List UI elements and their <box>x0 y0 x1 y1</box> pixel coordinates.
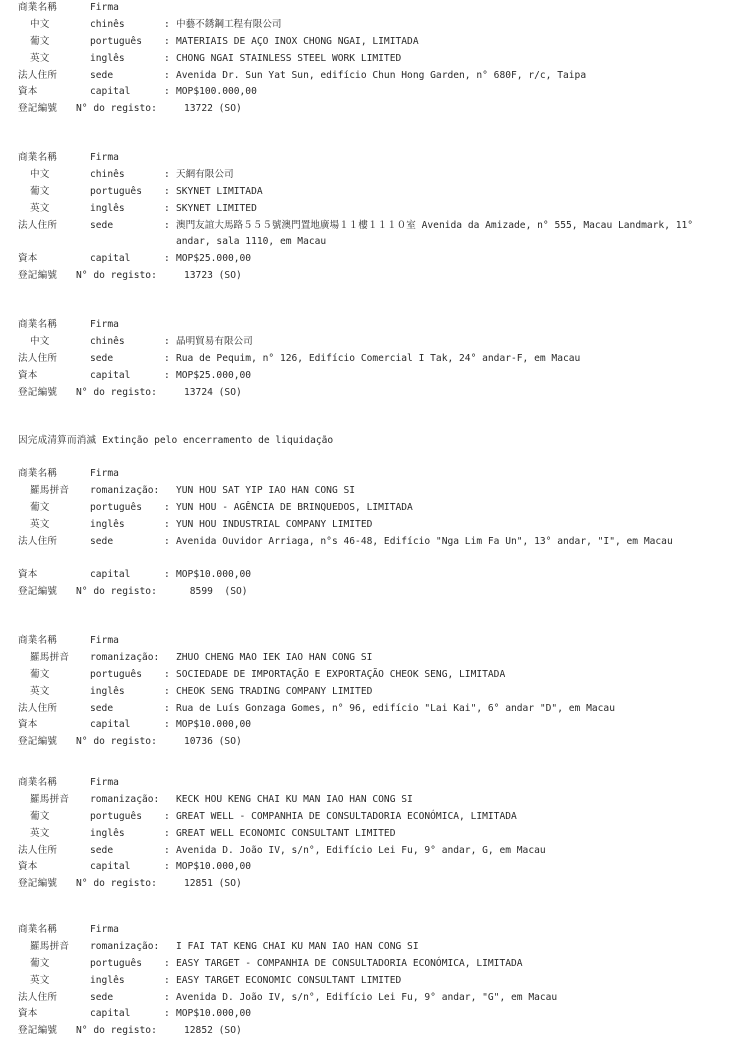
firm-label-pt: Firma <box>90 924 119 935</box>
portuguese-name: GREAT WELL - COMPANHIA DE CONSULTADORIA ECONÓMICA, LIMITADA <box>176 810 517 822</box>
colon: : <box>164 86 170 98</box>
firm-label-zh: 商業名稱 <box>18 319 58 330</box>
english-name: GREAT WELL ECONOMIC CONSULTANT LIMITED <box>176 827 396 839</box>
firm-label-zh: 商業名稱 <box>18 635 58 646</box>
portuguese-name: SOCIEDADE DE IMPORTAÇÃO E EXPORTAÇÃO CHEOK SENG, LIMITADA <box>176 668 506 680</box>
capital-label-pt: capital <box>90 719 131 731</box>
colon: : <box>164 185 170 197</box>
reg-label-pt: N° do registo: <box>76 1025 157 1037</box>
english-label-zh: 英文 <box>30 52 50 64</box>
seat-label-pt: sede <box>90 991 114 1003</box>
colon: : <box>164 702 170 714</box>
registration-number: 12852 (SO) <box>184 1025 242 1037</box>
firm-label-pt: Firma <box>90 152 119 163</box>
registration-number: 12851 (SO) <box>184 878 242 890</box>
portuguese-label-zh: 葡文 <box>30 957 50 969</box>
english-label-zh: 英文 <box>30 685 50 697</box>
roman-label-pt: romanização: <box>90 793 160 805</box>
seat-address: Avenida Ouvidor Arriaga, n°s 46-48, Edifício "Nga Lim Fa Un", 13° andar, "I", em Macau <box>176 535 673 547</box>
notice-pt: Extinção pelo encerramento de liquidação <box>102 435 334 446</box>
capital-label-zh: 資本 <box>18 861 38 873</box>
roman-label-pt: romanização: <box>90 484 160 496</box>
english-label-pt: inglês <box>90 685 125 697</box>
romanized-name: ZHUO CHENG MAO IEK IAO HAN CONG SI <box>176 651 373 663</box>
colon: : <box>164 861 170 873</box>
reg-label-pt: N° do registo: <box>76 103 157 115</box>
colon: : <box>164 35 170 47</box>
seat-label-zh: 法人住所 <box>18 352 58 364</box>
colon: : <box>164 1008 170 1020</box>
seat-address: Avenida D. João IV, s/n°, Edifício Lei Fu, 9° andar, G, em Macau <box>176 844 546 856</box>
colon: : <box>164 844 170 856</box>
registration-number: 13722 (SO) <box>184 103 242 115</box>
registry-entry <box>18 922 718 1040</box>
english-name: CHONG NGAI STAINLESS STEEL WORK LIMITED <box>176 52 402 64</box>
colon: : <box>164 69 170 81</box>
english-label-pt: inglês <box>90 518 125 530</box>
seat-address: 澳門友誼大馬路５５５號澳門置地廣場１１樓１１１０室 Avenida da Amizade, n° 555, Macau Landmark, 11° andar, sala 1110, em Macau <box>176 219 694 248</box>
colon: : <box>164 535 170 547</box>
firm-label-pt: Firma <box>90 319 119 330</box>
chinese-label-zh: 中文 <box>30 168 50 180</box>
colon: : <box>164 974 170 986</box>
capital-value: MOP$10.000,00 <box>176 861 252 873</box>
notice-zh: 因完成清算而消滅 <box>18 435 97 446</box>
romanized-name: YUN HOU SAT YIP IAO HAN CONG SI <box>176 484 356 496</box>
capital-label-pt: capital <box>90 253 131 265</box>
reg-label-zh: 登記編號 <box>18 878 58 890</box>
romanized-name: I FAI TAT KENG CHAI KU MAN IAO HAN CONG SI <box>176 940 419 952</box>
firm-label-zh: 商業名稱 <box>18 152 58 163</box>
seat-label-pt: sede <box>90 535 114 547</box>
reg-label-pt: N° do registo: <box>76 736 157 748</box>
seat-address: Rua de Pequim, n° 126, Edifício Comercial I Tak, 24° andar-F, em Macau <box>176 352 581 364</box>
portuguese-label-pt: português <box>90 185 142 197</box>
roman-label-zh: 羅馬拼音 <box>30 651 70 663</box>
registry-entry <box>18 317 718 401</box>
english-label-zh: 英文 <box>30 518 50 530</box>
colon: : <box>164 569 170 581</box>
colon: : <box>164 335 170 347</box>
registry-entry <box>18 633 718 751</box>
english-name: CHEOK SENG TRADING COMPANY LIMITED <box>176 685 373 697</box>
firm-label-zh: 商業名稱 <box>18 924 58 935</box>
reg-label-zh: 登記編號 <box>18 386 58 398</box>
portuguese-name: SKYNET LIMITADA <box>176 185 263 197</box>
reg-label-zh: 登記編號 <box>18 103 58 115</box>
colon: : <box>164 352 170 364</box>
chinese-label-zh: 中文 <box>30 335 50 347</box>
english-name: SKYNET LIMITED <box>176 202 257 214</box>
colon: : <box>164 369 170 381</box>
registry-entry <box>18 150 718 285</box>
registration-number: 13723 (SO) <box>184 270 242 282</box>
portuguese-label-pt: português <box>90 35 142 47</box>
registration-number: 8599 (SO) <box>184 586 248 598</box>
reg-label-zh: 登記編號 <box>18 1025 58 1037</box>
colon: : <box>164 253 170 265</box>
portuguese-label-zh: 葡文 <box>30 501 50 513</box>
colon: : <box>164 719 170 731</box>
colon: : <box>164 202 170 214</box>
colon: : <box>164 501 170 513</box>
colon: : <box>164 685 170 697</box>
capital-label-pt: capital <box>90 569 131 581</box>
chinese-label-pt: chinês <box>90 18 125 30</box>
liquidation-notice <box>18 433 333 450</box>
seat-address: Avenida D. João IV, s/n°, Edifício Lei Fu, 9° andar, "G", em Macau <box>176 991 558 1003</box>
colon: : <box>164 991 170 1003</box>
registration-number: 10736 (SO) <box>184 736 242 748</box>
capital-label-pt: capital <box>90 86 131 98</box>
english-label-pt: inglês <box>90 202 125 214</box>
chinese-label-zh: 中文 <box>30 18 50 30</box>
registry-entry <box>18 0 718 118</box>
romanized-name: KECK HOU KENG CHAI KU MAN IAO HAN CONG SI <box>176 793 413 805</box>
english-name: EASY TARGET ECONOMIC CONSULTANT LIMITED <box>176 974 402 986</box>
seat-label-pt: sede <box>90 219 114 231</box>
roman-label-zh: 羅馬拼音 <box>30 484 70 496</box>
seat-label-zh: 法人住所 <box>18 535 58 547</box>
english-label-zh: 英文 <box>30 827 50 839</box>
chinese-label-pt: chinês <box>90 335 125 347</box>
seat-label-pt: sede <box>90 702 114 714</box>
seat-label-zh: 法人住所 <box>18 844 58 856</box>
portuguese-label-zh: 葡文 <box>30 668 50 680</box>
portuguese-label-zh: 葡文 <box>30 185 50 197</box>
english-label-pt: inglês <box>90 974 125 986</box>
capital-label-zh: 資本 <box>18 86 38 98</box>
capital-value: MOP$10.000,00 <box>176 1008 252 1020</box>
capital-value: MOP$25.000,00 <box>176 369 252 381</box>
registry-entry <box>18 775 718 893</box>
english-label-zh: 英文 <box>30 202 50 214</box>
firm-label-pt: Firma <box>90 635 119 646</box>
english-name: YUN HOU INDUSTRIAL COMPANY LIMITED <box>176 518 373 530</box>
capital-value: MOP$10.000,00 <box>176 569 252 581</box>
english-label-pt: inglês <box>90 827 125 839</box>
reg-label-pt: N° do registo: <box>76 586 157 598</box>
portuguese-label-zh: 葡文 <box>30 810 50 822</box>
seat-label-zh: 法人住所 <box>18 69 58 81</box>
seat-label-zh: 法人住所 <box>18 702 58 714</box>
capital-label-zh: 資本 <box>18 1008 38 1020</box>
seat-label-pt: sede <box>90 844 114 856</box>
capital-value: MOP$25.000,00 <box>176 253 252 265</box>
colon: : <box>164 668 170 680</box>
registry-entry <box>18 466 718 601</box>
english-label-pt: inglês <box>90 52 125 64</box>
portuguese-label-pt: português <box>90 668 142 680</box>
seat-address: Avenida Dr. Sun Yat Sun, edifício Chun Hong Garden, n° 680F, r/c, Taipa <box>176 69 587 81</box>
english-label-zh: 英文 <box>30 974 50 986</box>
chinese-name: 中藝不銹鋼工程有限公司 <box>176 18 282 30</box>
capital-label-zh: 資本 <box>18 253 38 265</box>
portuguese-label-pt: português <box>90 957 142 969</box>
seat-label-pt: sede <box>90 352 114 364</box>
portuguese-label-zh: 葡文 <box>30 35 50 47</box>
roman-label-zh: 羅馬拼音 <box>30 793 70 805</box>
reg-label-zh: 登記編號 <box>18 270 58 282</box>
roman-label-zh: 羅馬拼音 <box>30 940 70 952</box>
colon: : <box>164 957 170 969</box>
colon: : <box>164 52 170 64</box>
firm-label-zh: 商業名稱 <box>18 468 58 479</box>
firm-label-zh: 商業名稱 <box>18 2 58 13</box>
colon: : <box>164 518 170 530</box>
colon: : <box>164 827 170 839</box>
reg-label-pt: N° do registo: <box>76 878 157 890</box>
seat-address: Rua de Luís Gonzaga Gomes, n° 96, edifício "Lai Kai", 6° andar "D", em Macau <box>176 702 615 714</box>
reg-label-zh: 登記編號 <box>18 736 58 748</box>
colon: : <box>164 219 170 231</box>
capital-label-pt: capital <box>90 1008 131 1020</box>
seat-label-zh: 法人住所 <box>18 991 58 1003</box>
chinese-name: 晶明貿易有限公司 <box>176 335 253 347</box>
firm-label-pt: Firma <box>90 468 119 479</box>
firm-label-zh: 商業名稱 <box>18 777 58 788</box>
capital-label-pt: capital <box>90 369 131 381</box>
portuguese-name: MATERIAIS DE AÇO INOX CHONG NGAI, LIMITADA <box>176 35 419 47</box>
seat-label-zh: 法人住所 <box>18 219 58 231</box>
chinese-label-pt: chinês <box>90 168 125 180</box>
capital-label-zh: 資本 <box>18 569 38 581</box>
chinese-name: 天網有限公司 <box>176 168 234 180</box>
roman-label-pt: romanização: <box>90 651 160 663</box>
reg-label-pt: N° do registo: <box>76 270 157 282</box>
reg-label-zh: 登記編號 <box>18 586 58 598</box>
seat-label-pt: sede <box>90 69 114 81</box>
registration-number: 13724 (SO) <box>184 386 242 398</box>
reg-label-pt: N° do registo: <box>76 386 157 398</box>
capital-label-zh: 資本 <box>18 369 38 381</box>
firm-label-pt: Firma <box>90 777 119 788</box>
capital-value: MOP$10.000,00 <box>176 719 252 731</box>
colon: : <box>164 810 170 822</box>
portuguese-name: EASY TARGET - COMPANHIA DE CONSULTADORIA ECONÓMICA, LIMITADA <box>176 957 523 969</box>
portuguese-label-pt: português <box>90 810 142 822</box>
colon: : <box>164 18 170 30</box>
roman-label-pt: romanização: <box>90 940 160 952</box>
capital-label-zh: 資本 <box>18 719 38 731</box>
portuguese-label-pt: português <box>90 501 142 513</box>
capital-label-pt: capital <box>90 861 131 873</box>
portuguese-name: YUN HOU - AGÊNCIA DE BRINQUEDOS, LIMITADA <box>176 501 413 513</box>
colon: : <box>164 168 170 180</box>
firm-label-pt: Firma <box>90 2 119 13</box>
capital-value: MOP$100.000,00 <box>176 86 257 98</box>
